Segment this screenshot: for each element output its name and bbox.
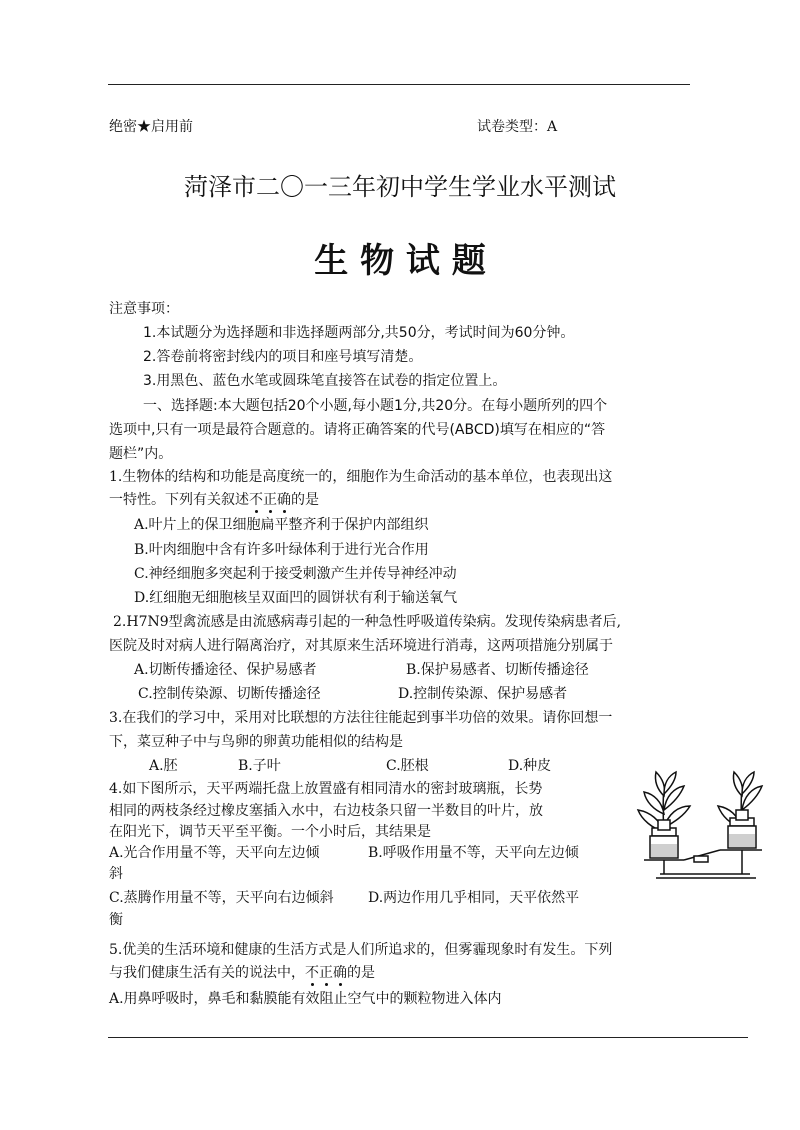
section-instruction-line: 一、选择题:本大题包括20个小题,每小题1分,共20分。在每小题所列的四个 xyxy=(143,398,608,414)
question-1-option-b: B.叶肉细胞中含有许多叶绿体利于进行光合作用 xyxy=(134,542,429,558)
question-4-option-b: B.呼吸作用量不等，天平向左边倾 xyxy=(368,845,579,861)
question-1-option-d: D.红细胞无细胞核呈双面凹的圆饼状有利于输送氧气 xyxy=(134,590,458,606)
question-1-stem: 1.生物体的结构和功能是高度统一的，细胞作为生命活动的基本单位，也表现出这 xyxy=(109,469,613,485)
question-4-option-d: D.两边作用几乎相同，天平依然平 xyxy=(368,890,580,906)
exam-title: 菏泽市二〇一三年初中学生学业水平测试 xyxy=(184,173,616,201)
emphasis-char: 不 xyxy=(305,965,319,981)
question-1-option-a: A.叶片上的保卫细胞扁平整齐利于保护内部组织 xyxy=(134,517,429,533)
question-3-stem-line2: 下，菜豆种子中与鸟卵的卵黄功能相似的结构是 xyxy=(109,734,403,750)
question-4-stem: 4.如下图所示，天平两端托盘上放置盛有相同清水的密封玻璃瓶，长势 xyxy=(109,781,543,797)
question-3-option-c: C.胚根 xyxy=(386,758,429,774)
question-4-option-d-wrap: 衡 xyxy=(109,912,123,928)
notice-item: 1.本试题分为选择题和非选择题两部分,共50分，考试时间为60分钟。 xyxy=(143,325,575,341)
question-4-option-a: A.光合作用量不等，天平向左边倾 xyxy=(109,845,320,861)
stem-text: 的是 xyxy=(291,492,319,508)
emphasis-char: 确 xyxy=(277,492,291,508)
balance-plants-figure xyxy=(630,770,770,890)
emphasis-char: 不 xyxy=(249,492,263,508)
question-4-stem-line2: 相同的两枝条经过橡皮塞插入水中，右边枝条只留一半数目的叶片，放 xyxy=(109,803,543,819)
question-5-stem-line2 xyxy=(109,963,375,983)
question-3-stem: 3.在我们的学习中，采用对比联想的方法往往能起到事半功倍的效果。请你回想一 xyxy=(109,710,613,726)
emphasis-char: 正 xyxy=(319,965,333,981)
notice-item: 2.答卷前将密封线内的项目和座号填写清楚。 xyxy=(143,349,423,365)
emphasis-char: 正 xyxy=(263,492,277,508)
question-4-option-a-wrap: 斜 xyxy=(109,866,123,882)
question-2-option-c: C.控制传染源、切断传播途径 xyxy=(138,686,321,702)
paper-type-label: 试卷类型：A xyxy=(477,119,558,135)
question-3-option-b: B.子叶 xyxy=(238,758,281,774)
secret-label: 绝密★启用前 xyxy=(109,119,193,135)
question-2-stem-line2: 医院及时对病人进行隔离治疗，对其原来生活环境进行消毒，这两项措施分别属于 xyxy=(109,638,613,654)
question-2-option-b: B.保护易感者、切断传播途径 xyxy=(406,662,589,678)
top-rule xyxy=(108,84,690,85)
notice-item: 3.用黑色、蓝色水笔或圆珠笔直接答在试卷的指定位置上。 xyxy=(143,373,507,389)
bottom-rule xyxy=(108,1037,748,1038)
question-5-stem: 5.优美的生活环境和健康的生活方式是人们所追求的，但雾霾现象时有发生。下列 xyxy=(109,942,613,958)
stem-text: 一特性。下列有关叙述 xyxy=(109,492,249,508)
section-instruction-line: 题栏”内。 xyxy=(109,446,173,462)
section-instruction-line: 选项中,只有一项是最符合题意的。请将正确答案的代号(ABCD)填写在相应的“答 xyxy=(109,422,606,438)
stem-text: 的是 xyxy=(347,965,375,981)
emphasis-char: 确 xyxy=(333,965,347,981)
question-2-stem: 2.H7N9型禽流感是由流感病毒引起的一种急性呼吸道传染病。发现传染病患者后, xyxy=(113,614,622,630)
question-3-option-d: D.种皮 xyxy=(508,758,552,774)
question-1-option-c: C.神经细胞多突起利于接受刺激产生并传导神经冲动 xyxy=(134,566,457,582)
notice-heading: 注意事项： xyxy=(109,301,179,317)
question-4-stem-line3: 在阳光下，调节天平至平衡。一个小时后，其结果是 xyxy=(109,824,431,840)
stem-text: 与我们健康生活有关的说法中， xyxy=(109,965,305,981)
subject-title: 生 物 试 题 xyxy=(314,241,486,281)
question-3-option-a: A.胚 xyxy=(149,758,178,774)
question-2-option-d: D.控制传染源、保护易感者 xyxy=(398,686,568,702)
question-4-option-c: C.蒸腾作用量不等，天平向右边倾斜 xyxy=(109,890,334,906)
question-2-option-a: A.切断传播途径、保护易感者 xyxy=(134,662,317,678)
question-1-stem-line2 xyxy=(109,490,319,510)
question-5-option-a: A.用鼻呼吸时，鼻毛和黏膜能有效阻止空气中的颗粒物进入体内 xyxy=(109,991,502,1007)
